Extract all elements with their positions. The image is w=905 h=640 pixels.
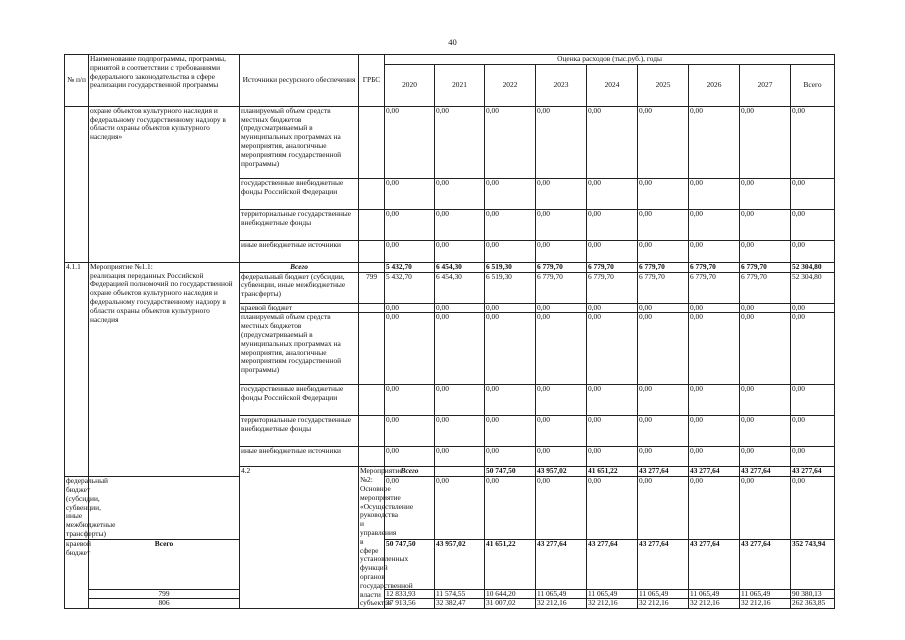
amount-cell: 11 065,49 [587,589,638,599]
amount-cell: 6 779,70 [587,262,638,272]
amount-cell: 11 065,49 [689,589,740,599]
source-label: федеральный бюджет (субсидии, субвенции, иные межбюджетные трансферты) [66,476,116,538]
amount-cell: 6 779,70 [587,272,638,303]
amount-cell: 0,00 [689,106,740,178]
amount-cell: 10 644,20 [485,589,536,599]
amount-cell: 0,00 [385,477,435,540]
amount-cell: 0,00 [689,303,740,313]
amount-cell: 0,00 [587,416,638,447]
row-number: 4.1.1 [65,262,89,476]
amount-cell: 0,00 [689,477,740,540]
amount-cell: 6 779,70 [740,262,791,272]
amount-cell: 0,00 [587,209,638,240]
header-total: Всего [791,64,835,106]
activity-description: Основное мероприятие «Осуществление руководства и управления в сфере установленных функций органов государственной власти субъектов [360,483,414,608]
amount-cell: 0,00 [385,240,435,262]
amount-cell: 52 304,80 [791,272,835,303]
amount-cell: 6 779,70 [638,272,689,303]
amount-cell: 0,00 [385,303,435,313]
amount-cell: 0,00 [587,303,638,313]
activity-title: Мероприятие №1.1: [90,261,153,271]
amount-cell: 0,00 [385,106,435,178]
header-year: 2025 [638,64,689,106]
amount-cell: 0,00 [791,209,835,240]
amount-cell: 32 382,47 [435,599,485,609]
amount-cell: 50 747,50 [485,467,536,477]
amount-cell: 11 065,49 [740,589,791,599]
amount-cell: 43 957,02 [536,467,587,477]
source-label: государственные внебюджетные фонды Российской Федерации [240,385,359,416]
amount-cell: 0,00 [791,416,835,447]
amount-cell: 11 065,49 [638,589,689,599]
amount-cell: 0,00 [740,178,791,209]
grbs-cell [359,385,385,416]
amount-cell: 0,00 [485,209,536,240]
header-year: 2027 [740,64,791,106]
header-num: № п/п [65,55,89,107]
grbs-cell [359,106,385,178]
amount-cell: 0,00 [536,303,587,313]
amount-cell: 0,00 [485,303,536,313]
amount-cell: 0,00 [791,240,835,262]
amount-cell: 0,00 [638,477,689,540]
amount-cell: 43 277,64 [638,539,689,589]
table-row [65,106,835,178]
amount-cell: 0,00 [638,416,689,447]
amount-cell: 0,00 [536,477,587,540]
amount-cell: 6 779,70 [740,272,791,303]
amount-cell: 0,00 [485,447,536,467]
amount-cell: 6 779,70 [638,262,689,272]
table-row [65,599,835,609]
source-label: краевой бюджет [240,303,359,313]
source-label: территориальные государственные внебюджетные фонды [240,416,359,447]
source-label: федеральный бюджет (субсидии, субвенции, иные межбюджетные трансферты) [240,272,359,303]
amount-cell: 43 277,64 [791,467,835,477]
amount-cell: 0,00 [638,240,689,262]
amount-cell: 352 743,94 [791,539,835,589]
amount-cell: 262 363,85 [791,599,835,609]
amount-cell: 0,00 [791,477,835,540]
grbs-cell: 806 [89,599,240,609]
amount-cell: 0,00 [740,447,791,467]
grbs-cell [359,416,385,447]
source-label: государственные внебюджетные фонды Российской Федерации [240,178,359,209]
table-row [65,539,835,589]
header-year: 2026 [689,64,740,106]
header-year: 2022 [485,64,536,106]
amount-cell: 6 779,70 [536,272,587,303]
amount-cell: 0,00 [740,416,791,447]
amount-cell: 0,00 [587,477,638,540]
amount-cell: 0,00 [536,385,587,416]
amount-cell: 6 519,30 [485,262,536,272]
amount-cell: 0,00 [689,178,740,209]
amount-cell: 0,00 [485,240,536,262]
amount-cell: 0,00 [791,385,835,416]
amount-cell: 0,00 [638,178,689,209]
amount-cell: 0,00 [791,303,835,313]
amount-cell: 6 779,70 [689,262,740,272]
amount-cell: 0,00 [435,303,485,313]
page-number: 40 [448,37,457,47]
amount-cell: 0,00 [791,447,835,467]
amount-cell: 0,00 [587,385,638,416]
amount-cell: 52 304,80 [791,262,835,272]
activity-name: охране объектов культурного наследия и федеральному государственному надзору в области охраны объектов культурного наследия» [89,106,240,262]
activity-name [89,262,240,476]
amount-cell: 0,00 [536,416,587,447]
amount-cell: 0,00 [740,240,791,262]
amount-cell: 0,00 [689,313,740,385]
amount-cell: 41 651,22 [485,539,536,589]
amount-cell: 0,00 [536,106,587,178]
source-label-total: Всего [240,262,359,272]
grbs-cell [359,447,385,467]
amount-cell: 11 574,55 [435,589,485,599]
amount-cell: 0,00 [740,106,791,178]
amount-cell: 0,00 [435,106,485,178]
amount-cell: 0,00 [536,313,587,385]
amount-cell: 0,00 [485,178,536,209]
amount-cell: 43 277,64 [689,467,740,477]
grbs-cell [359,303,385,313]
header-year: 2024 [587,64,638,106]
source-label: планируемый объем средств местных бюджетов (предусматриваемый в муниципальных программах на мероприятия, аналогичные мероприятиям государственной программы) [240,106,359,178]
amount-cell: 0,00 [740,477,791,540]
amount-cell: 0,00 [740,303,791,313]
header-grbs: ГРБС [359,55,385,107]
amount-cell: 11 065,49 [536,589,587,599]
grbs-cell: Всего [89,539,240,589]
amount-cell: 31 007,02 [485,599,536,609]
amount-cell: 0,00 [435,178,485,209]
amount-cell: 90 380,13 [791,589,835,599]
table-row [65,262,835,272]
amount-cell: 0,00 [587,106,638,178]
amount-cell: 0,00 [385,178,435,209]
amount-cell: 0,00 [485,313,536,385]
amount-cell: 0,00 [638,303,689,313]
amount-cell: 0,00 [689,240,740,262]
amount-cell: 32 212,16 [638,599,689,609]
grbs-cell: 799 [359,272,385,303]
source-label: краевой бюджет [65,539,89,608]
amount-cell: 32 212,16 [536,599,587,609]
amount-cell: 0,00 [587,313,638,385]
amount-cell: 32 212,16 [689,599,740,609]
amount-cell: 0,00 [740,209,791,240]
amount-cell: 6 454,30 [435,262,485,272]
amount-cell: 0,00 [791,106,835,178]
amount-cell: 0,00 [435,385,485,416]
amount-cell: 0,00 [689,416,740,447]
amount-cell: 0,00 [385,313,435,385]
amount-cell: 0,00 [385,209,435,240]
amount-cell: 0,00 [791,178,835,209]
amount-cell: 41 651,22 [587,467,638,477]
amount-cell: 43 277,64 [740,539,791,589]
amount-cell: 0,00 [638,447,689,467]
amount-cell: 0,00 [791,313,835,385]
amount-cell: 0,00 [689,385,740,416]
amount-cell: 0,00 [485,106,536,178]
amount-cell: 0,00 [638,209,689,240]
source-label: иные внебюджетные источники [240,447,359,467]
amount-cell: 0,00 [740,313,791,385]
amount-cell: 0,00 [536,178,587,209]
amount-cell: 0,00 [536,240,587,262]
amount-cell: 0,00 [435,416,485,447]
amount-cell: 43 277,64 [740,467,791,477]
amount-cell: 50 747,50 [385,539,435,589]
amount-cell: 0,00 [435,240,485,262]
amount-cell: 0,00 [587,447,638,467]
amount-cell: 0,00 [536,447,587,467]
amount-cell: 6 779,70 [536,262,587,272]
amount-cell: 0,00 [385,385,435,416]
amount-cell: 37 913,56 [385,599,435,609]
grbs-cell [359,262,385,272]
row-number: 4.2 [240,467,359,609]
amount-cell: 0,00 [638,385,689,416]
amount-cell: 0,00 [435,447,485,467]
amount-cell: 0,00 [435,477,485,540]
grbs-cell [359,178,385,209]
grbs-cell: 799 [89,589,240,599]
row-number [65,106,89,262]
amount-cell: 5 432,70 [385,272,435,303]
activity-title: Мероприятие №2: [360,466,403,485]
amount-cell: 43 277,64 [587,539,638,589]
amount-cell: 0,00 [638,313,689,385]
amount-cell: 6 454,30 [435,272,485,303]
amount-cell: 5 432,70 [385,262,435,272]
grbs-cell [359,313,385,385]
activity-description: реализация переданных Российской Федерацией полномочий по государственной охране объектов культурного наследия и федеральному государственному надзору в области охраны объектов культурного наследия [90,270,233,324]
header-year: 2021 [435,64,485,106]
amount-cell: 43 277,64 [638,467,689,477]
amount-cell: 0,00 [435,209,485,240]
grbs-cell [359,209,385,240]
source-label: территориальные государственные внебюджетные фонды [240,209,359,240]
header-name: Наименование подпрограммы, программы, принятой в соответствии с требованиями федерального законодательства в сфере реализации государственной программы [89,55,240,107]
header-sources: Источники ресурсного обеспечения [240,55,359,107]
amount-cell: 0,00 [435,313,485,385]
amount-cell: 0,00 [485,416,536,447]
amount-cell: 0,00 [485,477,536,540]
table-row [65,477,835,540]
source-label: иные внебюджетные источники [240,240,359,262]
amount-cell: 43 277,64 [689,539,740,589]
amount-cell: 0,00 [689,209,740,240]
source-label-total: Всего [385,467,435,477]
amount-cell: 43 277,64 [536,539,587,589]
amount-cell: 6 519,30 [485,272,536,303]
amount-cell: 0,00 [638,106,689,178]
amount-cell: 0,00 [485,385,536,416]
amount-cell: 0,00 [689,447,740,467]
amount-cell: 32 212,16 [587,599,638,609]
grbs-cell [359,240,385,262]
header-year: 2020 [385,64,435,106]
amount-cell: 0,00 [740,385,791,416]
grbs-cell [89,477,240,540]
header-year: 2023 [536,64,587,106]
amount-cell: 0,00 [587,178,638,209]
amount-cell: 6 779,70 [689,272,740,303]
amount-cell: 0,00 [536,209,587,240]
amount-cell: 32 212,16 [740,599,791,609]
source-label: планируемый объем средств местных бюджетов (предусматриваемый в муниципальных программах на мероприятия, аналогичные мероприятиям государственной программы) [240,313,359,385]
amount-cell: 12 833,93 [385,589,435,599]
budget-table [64,54,835,609]
amount-cell: 43 957,02 [435,539,485,589]
header-estimate: Оценка расходов (тыс.руб.), годы [385,55,835,65]
amount-cell: 0,00 [587,240,638,262]
amount-cell: 0,00 [385,447,435,467]
amount-cell: 0,00 [385,416,435,447]
